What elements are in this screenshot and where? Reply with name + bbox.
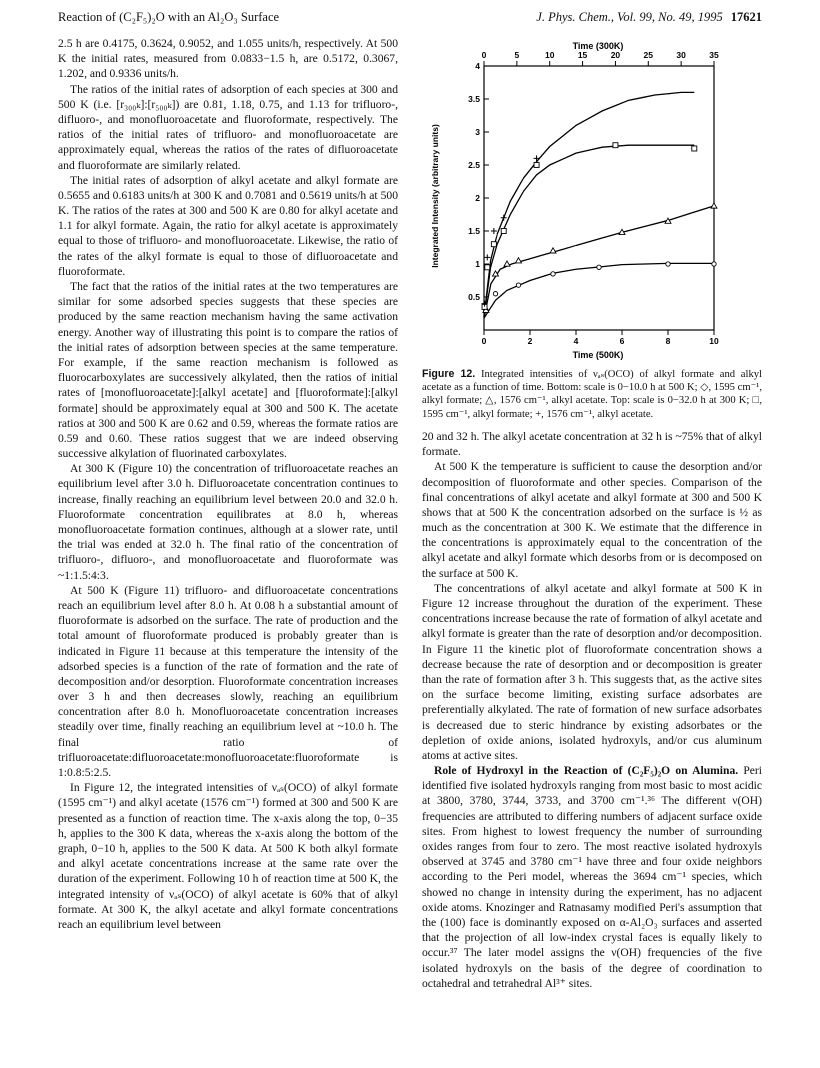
circle-marker: [597, 265, 601, 269]
circle-marker: [712, 262, 716, 266]
figure-caption: [422, 368, 762, 421]
paragraph: The concentrations of alkyl acetate and alkyl formate at 500 K in Figure 12 increase throughout the duration of the experiment. These concentrations increase because the rate of formation of alkyl acetate and alkyl formate is greater than the rate of desorption and/or decomposition. In Figure 11 the kinetic plot of fluoroformate concentration shows a decrease because the rate of desorption and or decomposition is greater than the rate of formation after 3 h. This suggests that, as the active sites on the surface become limiting, existing surface adsorbates are preferentially alkylated. The rate of formation of new surface adsorbates is decreased due to steric hindrance by existing adsorbates or the depletion of oxide anions, isolated hydroxyls, and/or cus aluminum atoms at active sites.: [422, 581, 762, 762]
y-tick-label: 1: [475, 259, 480, 269]
square-marker: [501, 229, 506, 234]
y-tick-label: 2.5: [468, 160, 480, 170]
top-tick-label: 25: [643, 50, 654, 60]
figure-12-chart: [422, 36, 762, 362]
y-tick-label: 3.5: [468, 94, 480, 104]
paragraph: The ratios of the initial rates of adsorption of each species at 300 and 500 K (i.e. [r₃₀₀ₖ]:[r₅₀₀ₖ]) are 0.81, 1.18, 0.75, and 1.13 for trifluoro-, difluoro-, and monofluoroacetate and fluoroformate, respectively. The ratios of the initial rates of trifluoro- and monofluoroacetate are approximately equal, whereas the ratios of the rates of difluoroacetate and fluoroformate are similarly related.: [58, 82, 398, 172]
top-tick-label: 5: [514, 50, 520, 60]
journal-header: [536, 10, 762, 25]
y-tick-label: 4: [475, 61, 480, 71]
bottom-tick-label: 2: [527, 336, 533, 346]
top-tick-label: 20: [610, 50, 621, 60]
y-axis-label: Integrated Intensity (arbitrary units): [430, 124, 440, 268]
y-tick-label: 3: [475, 127, 480, 137]
figure-12: [422, 36, 762, 362]
paragraph: At 500 K the temperature is sufficient to cause the desorption and/or decomposition of fluoroformate and other species. Comparison of the final concentrations of alkyl acetate and alkyl formate at 300 and 500 K shows that at 500 K the concentration adsorbed on the surface is ½ as much as the concentration at 300 K. We estimate that the difference in the concentrations is approximately equal to the concentration of the alkyl acetate and alkyl formate which desorbs from or is decomposed on the surface at 500 K.: [422, 460, 762, 580]
top-tick-label: 10: [544, 50, 555, 60]
top-tick-label: 0: [481, 50, 487, 60]
plus-marker: [491, 228, 497, 234]
section-title: Role of Hydroxyl in the Reaction of (C₂F₅)₂O on Alumina.: [434, 764, 739, 778]
fit-curve: [484, 145, 694, 317]
plus-marker: [484, 254, 490, 260]
top-tick-label: 35: [709, 50, 719, 60]
section-paragraph: [422, 763, 762, 991]
bottom-x-axis-label: Time (500K): [572, 350, 624, 360]
plus-marker: [501, 215, 507, 221]
paragraph: The fact that the ratios of the initial rates at the two temperatures are similar for some adsorbed species suggests that these species are produced by the same reaction mechanism having the same activation energy. Another way of illustrating this point is to compare the ratios of the initial rates of adsorption between species at the same temperature. For example, if the same reaction mechanism is followed as fluorocarboxylates are successively alkylated, then the ratios of initial rates of [monofluoroacetate]:[alkyl acetate] and [fluoroformate]:[alkyl formate] should be approximately equal at 300 and 500 K. The acetate ratios at 300 and 500 K are 0.62 and 0.59, whereas the formate ratios are 0.59 and 0.60. These ratios suggest that we are indeed observing successive alkylation of fluorinated carboxylates.: [58, 280, 398, 461]
section-text: Peri identified five isolated hydroxyls ranging from most basic to most acidic at 3800, 3780, 3744, 3733, and 3700 cm⁻¹.³⁶ The different ν(OH) frequencies are attributed to differing numbers of adjacent surface oxide sites. From highest to lowest frequency the number of surrounding oxides ranges from four to zero. The most reactive isolated hydroxyls observed at 3745 and 3780 cm⁻¹ have three and four oxide neighbors according to the Peri model, whereas the 3694 cm⁻¹ species, which showed no change in intensity during the experiment, has no adjacent oxide atoms. Knozinger and Ratnasamy modified Peri's assumption that the (100) face is dominantly exposed on α-Al₂O₃ surfaces and asserted that the projection of all low-index crystal faces is equally likely to occur.³⁷ The later model assigns the ν(OH) frequencies of the five isolated hydroxyls on the basis of the degree of coordination to octahedral and tetrahedral Al³⁺ sites.: [422, 764, 763, 990]
caption-label: Figure 12.: [422, 368, 476, 380]
triangle-marker: [550, 248, 556, 253]
square-marker: [485, 265, 490, 270]
bottom-tick-label: 6: [619, 336, 625, 346]
paragraph: At 500 K (Figure 11) trifluoro- and difluoroacetate concentrations reach an equilibrium level after 8.0 h. At 0.08 h a substantial amount of fluoroformate is adsorbed on the surface. The rate of production and the total amount of fluoroformate produced is probably greater than is indicated in Figure 11 because at this temperature the intensity of the adsorbed species is a function of the rate of formation and the rate of decomposition and/or desorption. Fluoroformate concentration increases over 3 h and then decreases slowly, reaching an equilibrium concentration after 8.0 h. Monofluoroacetate concentration increases steadily over time, finally reaching an equilibrium level at ~10.0 h. The final ratio of trifluoroacetate:difluoroacetate:monofluoroacetate:fluoroformate is 1:0.8:5:2.5.: [58, 583, 398, 779]
circle-marker: [516, 283, 520, 287]
square-marker: [491, 242, 496, 247]
chart-axes: [468, 50, 719, 346]
bottom-tick-label: 8: [665, 336, 671, 346]
left-column: [58, 36, 398, 932]
square-marker: [534, 163, 539, 168]
paragraph: The initial rates of adsorption of alkyl acetate and alkyl formate are 0.5655 and 0.6183 units/h at 300 K and 0.7081 and 0.5619 units/h at 500 K. The ratios of the rates at 300 and 500 K are 0.80 for alkyl acetate and 1.1 for alkyl formate. Again, the ratio for alkyl acetate is approximately equal to those of trifluoro- and monofluoroacetate. Likewise, the ratio of the rates of the alkyl formate is equal to those of difluoroacetate and fluoroformate.: [58, 173, 398, 278]
bottom-tick-label: 10: [709, 336, 719, 346]
square-marker: [692, 146, 697, 151]
plot-frame: [484, 66, 714, 330]
paragraph: At 300 K (Figure 10) the concentration of trifluoroacetate reaches an equilibrium level after 3.0 h. Difluoroacetate concentration continues to increase, finally reaching an equilibrium level between 20.0 and 32.0 h. Fluoroformate concentration equilibrates at 8.0 h, whereas monofluoroacetate formation continues, although at a slower rate, until the trial was ended at 32.0 h. The final ratio of the concentration of trifluoro-, difluoro-, and monofluoroacetate and fluoroformate was ~1:1.5:4:3.: [58, 462, 398, 582]
bottom-tick-label: 4: [573, 336, 579, 346]
y-tick-label: 1.5: [468, 226, 480, 236]
y-tick-label: 0.5: [468, 292, 480, 302]
top-tick-label: 30: [676, 50, 686, 60]
paragraph: 2.5 h are 0.4175, 0.3624, 0.9052, and 1.055 units/h, respectively. At 500 K the initial rates, measured from 0.0833−1.5 h, are 0.5172, 0.3067, 1.202, and 0.9336 units/h.: [58, 37, 398, 81]
bottom-tick-label: 0: [481, 336, 487, 346]
running-header: Reaction of (C₂F₅)₂O with an Al₂O₃ Surface: [58, 10, 280, 24]
circle-marker: [551, 272, 555, 276]
square-marker: [613, 143, 618, 148]
caption-text: Integrated intensities of νₐₛ(OCO) of alkyl formate and alkyl acetate as a function of time. Bottom: scale is 0−10.0 h at 500 K; ◇, 1595 cm⁻¹, alkyl formate; △, 1576 cm⁻¹, alkyl acetate. Top: scale is 0−32.0 h at 300 K; □, 1595 cm⁻¹, alkyl formate; +, 1576 cm⁻¹, alkyl acetate.: [422, 369, 762, 420]
top-x-axis-label: Time (300K): [572, 41, 624, 51]
fit-curve: [484, 263, 714, 318]
plus-marker: [534, 155, 540, 161]
journal-citation: J. Phys. Chem., Vol. 99, No. 49, 1995: [536, 10, 723, 24]
paragraph: 20 and 32 h. The alkyl acetate concentration at 32 h is ~75% that of alkyl formate.: [422, 429, 762, 459]
circle-marker: [666, 262, 670, 266]
circle-marker: [493, 292, 497, 296]
triangle-marker: [516, 258, 522, 263]
top-tick-label: 15: [577, 50, 588, 60]
y-tick-label: 2: [475, 193, 480, 203]
paragraph: In Figure 12, the integrated intensities of νₐₛ(OCO) of alkyl formate (1595 cm⁻¹) and alkyl acetate (1576 cm⁻¹) formed at 300 and 500 K are presented as a function of reaction time. The x-axis along the top, 0−35 h, applies to the 300 K data, whereas the x-axis along the bottom of the graph, 0−10 h, applies to the 500 K data. At 500 K both alkyl formate and alkyl acetate concentrations increase at the same rate over the duration of the experiment. Following 10 h of reaction time at 500 K, the integrated intensity of νₐₛ(OCO) of alkyl acetate is 60% that of alkyl formate. At 300 K, the alkyl acetate and alkyl formate concentrations reach an equilibrium level between: [58, 781, 398, 931]
triangle-marker: [711, 203, 717, 208]
chart-markers: [482, 143, 717, 313]
right-column: [422, 36, 762, 991]
page-number: 17621: [730, 10, 762, 24]
triangle-marker: [504, 261, 510, 266]
